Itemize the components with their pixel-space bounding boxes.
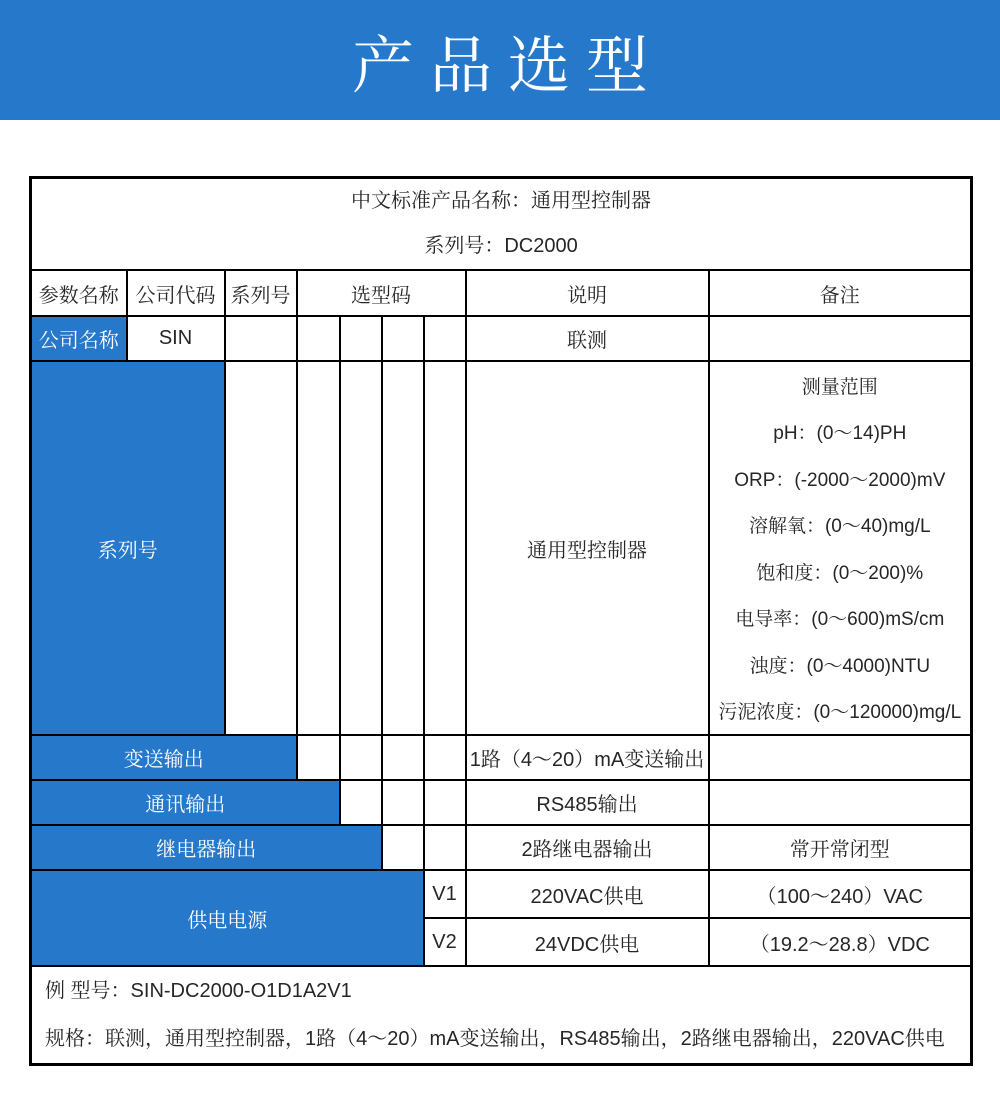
empty-cell — [382, 780, 424, 825]
company-description-cell: 联测 — [466, 316, 709, 361]
company-label-cell: 公司名称 — [31, 316, 127, 361]
footer-row — [31, 966, 972, 1065]
product-name-line: 中文标准产品名称：通用型控制器 — [351, 190, 652, 212]
transmit-description-cell: 1路（4～20）mA变送输出 — [466, 735, 709, 780]
empty-cell — [382, 316, 424, 361]
empty-cell — [424, 780, 466, 825]
company-remark-cell — [709, 316, 972, 361]
example-model-line: 例 型号：SIN-DC2000-O1D1A2V1 — [45, 980, 352, 1002]
power-v2-code-cell: V2 — [424, 918, 466, 966]
product-selection-table — [29, 176, 973, 1066]
relay-label-cell: 继电器输出 — [31, 825, 382, 870]
series-remark-cell — [709, 361, 972, 735]
spec-summary-line: 规格：联测，通用型控制器，1路（4～20）mA变送输出，RS485输出，2路继电器输出，220VAC供电 — [45, 1028, 945, 1050]
power-v2-remark-cell: （19.2～28.8）VDC — [709, 918, 972, 966]
header-series: 系列号 — [225, 270, 297, 316]
measure-range-sludge: 污泥浓度：(0～120000)mg/L — [718, 702, 962, 724]
empty-cell — [297, 316, 340, 361]
empty-cell — [382, 735, 424, 780]
empty-cell — [382, 825, 424, 870]
transmit-remark-cell — [709, 735, 972, 780]
header-param: 参数名称 — [31, 270, 127, 316]
header-selection-code: 选型码 — [297, 270, 466, 316]
empty-cell — [340, 316, 382, 361]
empty-cell — [424, 825, 466, 870]
table-title-row — [31, 178, 972, 271]
comm-label-cell: 通讯输出 — [31, 780, 340, 825]
power-label-cell: 供电电源 — [31, 870, 424, 966]
measure-range-title: 测量范围 — [801, 376, 878, 398]
empty-cell — [340, 780, 382, 825]
empty-cell — [225, 361, 297, 735]
measure-range-do: 溶解氧：(0～40)mg/L — [748, 516, 931, 538]
comm-remark-cell — [709, 780, 972, 825]
page-title: 产品选型 — [351, 31, 664, 101]
empty-cell — [382, 361, 424, 735]
empty-cell — [225, 316, 297, 361]
comm-output-row — [31, 780, 972, 825]
column-header-row — [31, 270, 972, 316]
title-banner — [0, 0, 1000, 120]
power-supply-row-v1 — [31, 870, 972, 918]
company-code-cell: SIN — [127, 316, 225, 361]
power-v2-description-cell: 24VDC供电 — [466, 918, 709, 966]
header-remark: 备注 — [709, 270, 972, 316]
transmit-output-row — [31, 735, 972, 780]
footer-cell — [31, 966, 972, 1065]
empty-cell — [297, 361, 340, 735]
measure-range-orp: ORP：(-2000～2000)mV — [734, 469, 946, 491]
measure-range-conductivity: 电导率：(0～600)mS/cm — [735, 609, 945, 631]
relay-output-row — [31, 825, 972, 870]
comm-description-cell: RS485输出 — [466, 780, 709, 825]
empty-cell — [297, 735, 340, 780]
power-v1-description-cell: 220VAC供电 — [466, 870, 709, 918]
relay-remark-cell: 常开常闭型 — [709, 825, 972, 870]
header-company-code: 公司代码 — [127, 270, 225, 316]
company-row — [31, 316, 972, 361]
empty-cell — [340, 361, 382, 735]
series-number-line: 系列号：DC2000 — [424, 235, 578, 257]
table-title-cell — [31, 178, 972, 271]
series-description-cell: 通用型控制器 — [466, 361, 709, 735]
power-v1-code-cell: V1 — [424, 870, 466, 918]
series-row — [31, 361, 972, 735]
series-label-cell: 系列号 — [31, 361, 225, 735]
measure-range-turbidity: 浊度：(0～4000)NTU — [749, 655, 931, 677]
relay-description-cell: 2路继电器输出 — [466, 825, 709, 870]
empty-cell — [424, 735, 466, 780]
power-v1-remark-cell: （100～240）VAC — [709, 870, 972, 918]
measure-range-saturation: 饱和度：(0～200)% — [756, 562, 924, 584]
empty-cell — [424, 361, 466, 735]
empty-cell — [424, 316, 466, 361]
empty-cell — [340, 735, 382, 780]
transmit-label-cell: 变送输出 — [31, 735, 297, 780]
measure-range-ph: pH：(0～14)PH — [773, 423, 907, 445]
header-description: 说明 — [466, 270, 709, 316]
